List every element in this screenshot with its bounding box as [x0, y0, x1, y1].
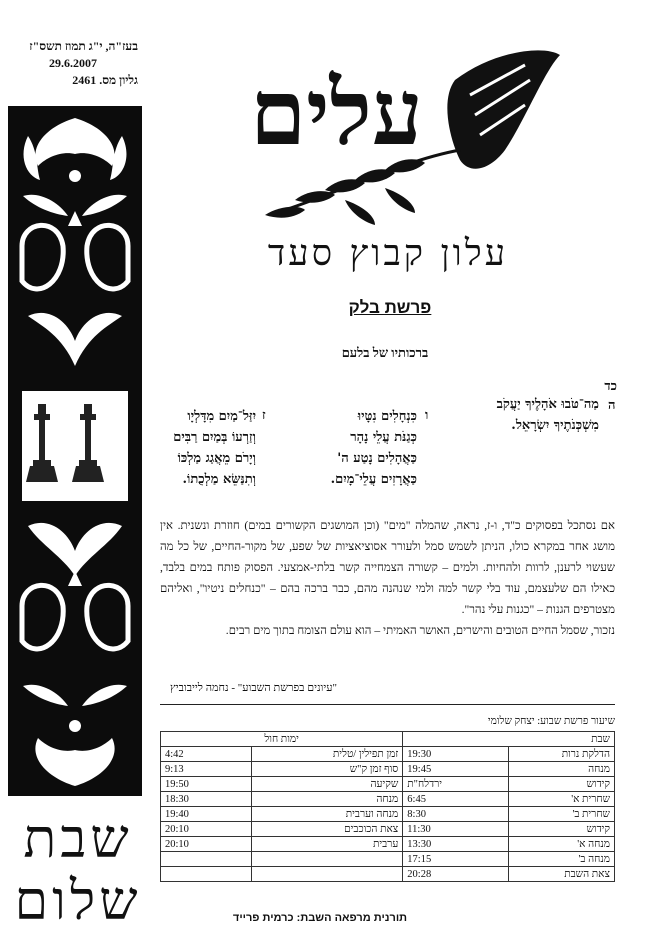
verse-line: וְתִנַּשֵּׂא מַלְכֻתוֹ. [182, 472, 256, 487]
weekday-time-cell: 9:13 [161, 762, 252, 777]
table-row [161, 807, 615, 822]
verse-block [148, 406, 256, 490]
weekday-label-cell [251, 867, 403, 882]
shabbat-time-cell: 6:45 [403, 792, 509, 807]
weekday-time-cell: 20:10 [161, 837, 252, 852]
verse-block [285, 406, 417, 490]
shabbat-time-cell: 13:30 [403, 837, 509, 852]
shabbat-shalom-greeting [2, 808, 154, 938]
issue-number: גליון מס. 2461 [72, 73, 138, 87]
shabbat-label-cell: מנחה א' [509, 837, 615, 852]
weekday-time-cell [161, 867, 252, 882]
verse-line: מַה־טֹּבוּ אֹהָלֶיךָ יַעֲקֹב [496, 397, 599, 412]
shabbat-time-cell: ירדלח"ת [403, 777, 509, 792]
shabbat-time-cell: 11:30 [403, 822, 509, 837]
commentary-paragraph: נזכור, שסמל החיים הטובים והישרים, האושר האמיתי – הוא עולם הצומח בתוך מים רבים. [225, 624, 615, 637]
table-row [161, 852, 615, 867]
chapter-number: כד [604, 378, 617, 393]
weekday-label-cell: שקיעה [251, 777, 403, 792]
issue-meta [8, 38, 138, 89]
shabbat-column-header: שבת [403, 732, 615, 747]
commentary [160, 515, 615, 641]
logo-title: עלים [250, 60, 423, 166]
shabbat-time-cell: 19:30 [403, 747, 509, 762]
shabbat-label-cell: שחרית א' [509, 792, 615, 807]
table-row [161, 747, 615, 762]
weekday-time-cell: 18:30 [161, 792, 252, 807]
shabbat-label-cell: שחרית ב' [509, 807, 615, 822]
verse-line: וְיָרֹם מֵאֲגַג מַלְכּוֹ [177, 451, 256, 466]
commentary-paragraph: אם נסתכל בפסוקים כ"ד, ו-ז, נראה, שהמלה "מים" (וכן המושגים הקשורים במים) חוזרת ונשנית. אין מושג אחר במקרא כולו, הניתן לשמש סמל ולעורר אסוציאציות של שפע, של מקור-החיים, של כל מה שעשוי לרענן, לרוות ולהחיות. ולמים – קשורה הצמחייה קשר בלתי-אמצעי. הפסוק פותח במים בלבד, כאילו הם שלעצמם, עוד בלי קשר למה ולמי שנהנה מהם, כבר ברכה בהם – "כנחלים ניטיו", ואליהם מצטרפים הגנות – "כגנות עלי נהר". [160, 519, 615, 616]
table-row [161, 792, 615, 807]
weekday-time-cell: 19:40 [161, 807, 252, 822]
weekday-label-cell: זמן תפילין /טלית [251, 747, 403, 762]
shabbat-label-cell: קידוש [509, 777, 615, 792]
clinic-duty-note: תורנית מרפאה השבת: כרמית פרייד [232, 912, 408, 924]
verse-number: ז [262, 407, 266, 422]
table-row [161, 822, 615, 837]
verse-number: ה [608, 397, 616, 412]
shalom-word: שלום [14, 869, 142, 932]
verse-line: כַּאֲרָזִים עֲלֵי־מָיִם. [330, 472, 417, 487]
verse-line: מִשְׁכְּנֹתֶיךָ יִשְׂרָאֵל. [511, 418, 599, 433]
weekday-label-cell: ערבית [251, 837, 403, 852]
gregorian-date: 29.6.2007 [49, 56, 97, 70]
weekday-column-header: ימות חול [161, 732, 403, 747]
shabbat-time-cell: 17:15 [403, 852, 509, 867]
shabbat-label-cell: מנחה ב' [509, 852, 615, 867]
parasha-title: פרשת בלק [348, 298, 432, 317]
weekday-time-cell: 4:42 [161, 747, 252, 762]
table-header-row [161, 732, 615, 747]
shabbat-label-cell: קידוש [509, 822, 615, 837]
weekday-label-cell: צאת הכוכבים [251, 822, 403, 837]
source-citation: "עיונים בפרשת השבוע" - נחמה לייבוביץ [170, 682, 337, 694]
shabbat-label-cell: הדלקת נרות [509, 747, 615, 762]
shabbat-time-cell: 20:28 [403, 867, 509, 882]
parasha-class-note: שיעור פרשת שבוע: יצחק שלומי [487, 716, 615, 727]
divider [160, 704, 615, 705]
hebrew-date: בעז"ה, י"ג תמוז תשס"ז [29, 39, 138, 53]
shabbat-word: שבת [23, 807, 133, 870]
verse-number: ו [425, 407, 429, 422]
weekday-time-cell: 19:50 [161, 777, 252, 792]
shabbat-time-cell: 8:30 [403, 807, 509, 822]
table-row [161, 777, 615, 792]
table-row [161, 762, 615, 777]
weekday-label-cell: מנחה [251, 792, 403, 807]
weekday-label-cell: מנחה וערבית [251, 807, 403, 822]
shabbat-label-cell: צאת השבת [509, 867, 615, 882]
shabbat-label-cell: מנחה [509, 762, 615, 777]
verse-line: כִּנְחָלִים נִטָּיוּ [357, 409, 417, 424]
table-row [161, 867, 615, 882]
verse-line: יִזַּל־מַיִם מִדָּלְיָו [187, 409, 256, 424]
weekday-time-cell: 20:10 [161, 822, 252, 837]
newsletter-subtitle: עלון קבוץ סעד [267, 233, 509, 274]
shabbat-time-cell: 19:45 [403, 762, 509, 777]
verse-line: כְּגַנֹּת עֲלֵי נָהָר [350, 430, 417, 445]
verse-block [419, 394, 599, 436]
papercut-ornament [8, 106, 142, 796]
weekday-label-cell: סוף זמן ק"ש [251, 762, 403, 777]
verse-line: כַּאֲהָלִים נָטַע ה' [337, 451, 417, 466]
prayer-schedule-table [160, 731, 615, 882]
weekday-label-cell [251, 852, 403, 867]
weekday-time-cell [161, 852, 252, 867]
decorative-border [8, 106, 142, 796]
article-title: ברכותיו של בלעם [341, 345, 429, 360]
verse-line: וְזַרְעוֹ בְּמַיִם רַבִּים [173, 430, 256, 445]
table-row [161, 837, 615, 852]
